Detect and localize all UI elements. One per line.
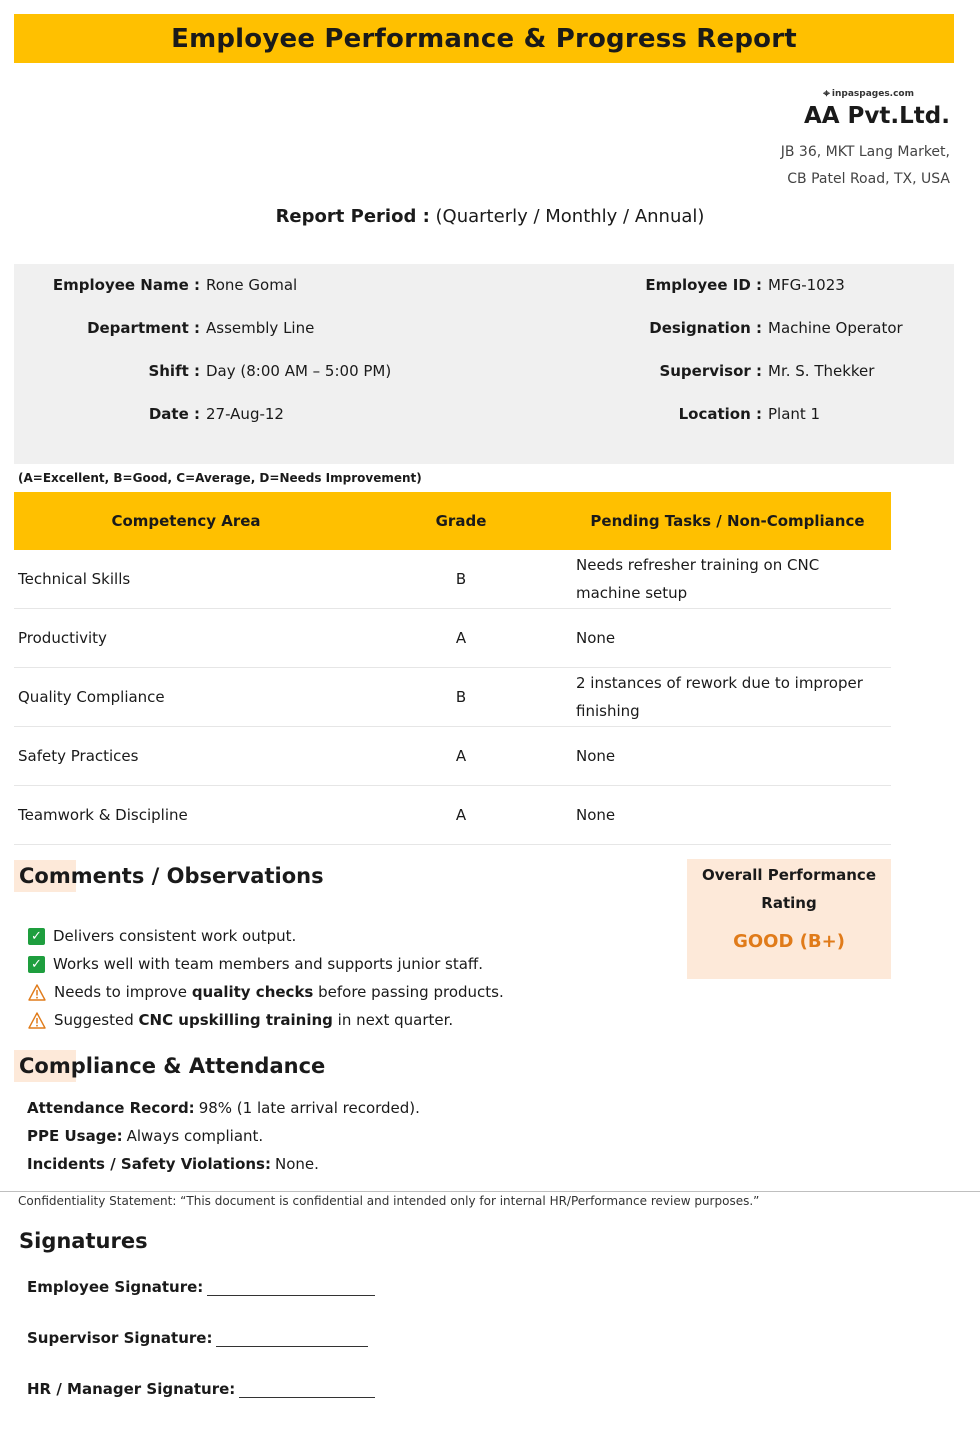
compliance-value: None. (274, 1155, 319, 1173)
company-logo (781, 86, 914, 101)
cell-area: Teamwork & Discipline (14, 786, 358, 845)
info-label: Shift : (148, 362, 200, 380)
cell-area: Quality Compliance (14, 668, 358, 727)
observations-list (28, 922, 504, 1034)
comments-title: Comments / Observations (14, 860, 329, 892)
company-address-line2: CB Patel Road, TX, USA (787, 171, 950, 187)
cell-grade: B (358, 668, 564, 727)
info-label: Supervisor : (659, 362, 762, 380)
observation-text: Needs to improve quality checks before passing products. (54, 983, 504, 1001)
cell-area: Productivity (14, 609, 358, 668)
info-employee-id (516, 276, 845, 294)
compliance-label: Attendance Record: (27, 1099, 195, 1117)
check-icon: ✓ (28, 928, 45, 945)
cell-pending: 2 instances of rework due to improper finishing (564, 668, 891, 727)
employee-info-panel (14, 264, 954, 464)
company-address-line1: JB 36, MKT Lang Market, (780, 144, 950, 160)
observation-text: Delivers consistent work output. (53, 927, 297, 945)
cell-area: Technical Skills (14, 550, 358, 609)
info-label: Location : (678, 405, 762, 423)
list-item (28, 1006, 504, 1034)
info-value: MFG-1023 (768, 276, 845, 294)
signature-label: HR / Manager Signature: (27, 1380, 236, 1398)
table-header-row (14, 492, 891, 550)
info-value: 27-Aug-12 (206, 405, 284, 423)
hr-manager-signature (27, 1380, 375, 1398)
info-date (14, 405, 284, 423)
info-value: Plant 1 (768, 405, 821, 423)
col-header-competency: Competency Area (14, 492, 358, 550)
company-name: AA Pvt.Ltd. (803, 103, 950, 129)
compliance-title: Compliance & Attendance (14, 1050, 330, 1082)
info-employee-name (14, 276, 297, 294)
table-row (14, 786, 891, 845)
signature-label: Supervisor Signature: (27, 1329, 213, 1347)
cell-grade: A (358, 727, 564, 786)
title-bar (14, 14, 954, 63)
signature-label: Employee Signature: (27, 1278, 204, 1296)
cell-pending: None (564, 609, 891, 668)
report-period-label: Report Period : (275, 206, 430, 227)
compliance-label: Incidents / Safety Violations: (27, 1155, 271, 1173)
list-item (28, 978, 504, 1006)
compliance-value: Always compliant. (126, 1127, 264, 1145)
compliance-label: PPE Usage: (27, 1127, 123, 1145)
cell-pending: Needs refresher training on CNC machine setup (564, 550, 891, 609)
observation-text: Works well with team members and supports junior staff. (53, 955, 484, 973)
overall-rating-label: Overall Performance Rating (701, 866, 877, 912)
check-icon: ✓ (28, 956, 45, 973)
logo-text: inpaspages.com (831, 88, 914, 99)
divider (0, 1191, 980, 1192)
list-item (28, 950, 504, 978)
list-item (27, 1094, 420, 1122)
overall-rating-value: GOOD (B+) (733, 931, 845, 952)
info-value: Rone Gomal (206, 276, 298, 294)
page-title: Employee Performance & Progress Report (171, 23, 797, 54)
info-value: Machine Operator (768, 319, 903, 337)
info-value: Day (8:00 AM – 5:00 PM) (206, 362, 392, 380)
report-period (0, 206, 980, 227)
cell-area: Safety Practices (14, 727, 358, 786)
col-header-pending: Pending Tasks / Non-Compliance (564, 492, 891, 550)
confidentiality-statement: Confidentiality Statement: “This document is confidential and intended only for internal HR/Performance review purposes.” (18, 1194, 760, 1208)
observation-text: Suggested CNC upskilling training in next quarter. (54, 1011, 454, 1029)
overall-rating-box (687, 859, 891, 979)
signatures-title: Signatures (19, 1229, 148, 1253)
table-row (14, 727, 891, 786)
table-row (14, 550, 891, 609)
report-period-value: (Quarterly / Monthly / Annual) (435, 206, 705, 227)
info-supervisor (516, 362, 874, 380)
signature-line[interactable] (207, 1281, 375, 1296)
info-label: Employee Name : (52, 276, 200, 294)
info-shift (14, 362, 391, 380)
signature-line[interactable] (239, 1383, 375, 1398)
info-label: Designation : (649, 319, 762, 337)
info-label: Date : (148, 405, 200, 423)
compliance-list (27, 1094, 420, 1178)
info-department (14, 319, 314, 337)
info-label: Employee ID : (645, 276, 762, 294)
warning-icon (28, 984, 46, 1001)
info-value: Assembly Line (206, 319, 315, 337)
info-value: Mr. S. Thekker (768, 362, 875, 380)
col-header-grade: Grade (358, 492, 564, 550)
cell-pending: None (564, 786, 891, 845)
signature-line[interactable] (216, 1332, 368, 1347)
company-block (781, 86, 950, 193)
employee-signature (27, 1278, 375, 1296)
list-item (28, 922, 504, 950)
info-label: Department : (87, 319, 200, 337)
competency-table (14, 492, 891, 845)
location-pin-icon: ⌖ (823, 86, 830, 100)
cell-grade: B (358, 550, 564, 609)
grade-legend: (A=Excellent, B=Good, C=Average, D=Needs Improvement) (18, 471, 422, 485)
cell-grade: A (358, 609, 564, 668)
info-location (516, 405, 820, 423)
info-designation (516, 319, 903, 337)
table-row (14, 609, 891, 668)
supervisor-signature (27, 1329, 368, 1347)
warning-icon (28, 1012, 46, 1029)
compliance-value: 98% (1 late arrival recorded). (198, 1099, 420, 1117)
cell-pending: None (564, 727, 891, 786)
table-row (14, 668, 891, 727)
list-item (27, 1122, 420, 1150)
list-item (27, 1150, 420, 1178)
cell-grade: A (358, 786, 564, 845)
